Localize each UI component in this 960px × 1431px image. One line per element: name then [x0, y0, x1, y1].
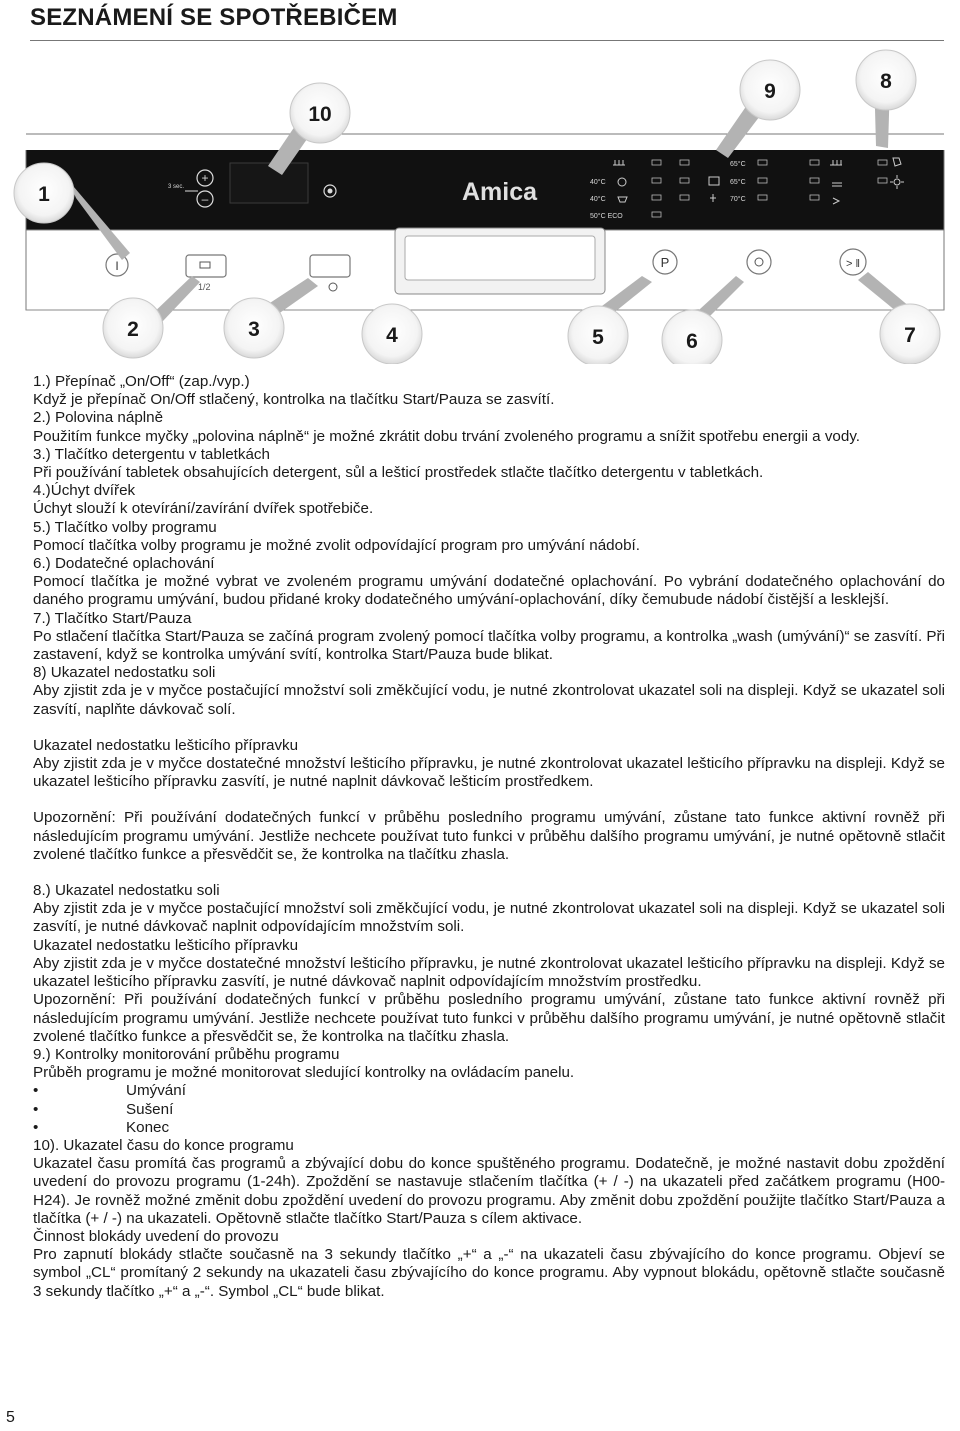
- svg-text:1: 1: [38, 183, 50, 206]
- page-title: SEZNÁMENÍ SE SPOTŘEBIČEM: [30, 4, 398, 31]
- description-text: [33, 373, 945, 1301]
- program-button[interactable]: [653, 250, 677, 274]
- time-hold-label: 3 sec.: [168, 184, 185, 190]
- item-10-heading: 10). Ukazatel času do konce programu: [33, 1136, 294, 1154]
- callout-7: [880, 304, 940, 364]
- item-8-heading: 8) Ukazatel nedostatku soli: [33, 664, 216, 682]
- rinse-aid-heading: Ukazatel nedostatku lešticího přípravku: [33, 736, 299, 754]
- callout-4: [362, 304, 422, 364]
- callout-1: [14, 163, 74, 223]
- temp-65-b: 65°C: [730, 179, 746, 186]
- half-load-button[interactable]: [186, 255, 226, 277]
- time-display: [230, 163, 308, 203]
- callout-8: [856, 50, 916, 110]
- callout-6: [662, 310, 722, 364]
- svg-text:10: 10: [308, 103, 332, 126]
- svg-text:7: 7: [904, 324, 916, 347]
- temp-70: 70°C: [730, 196, 746, 203]
- item-6-text: Pomocí tlačítka je možné vybrat ve zvoleném programu umývání dodatečné oplachování. Po vybrání dodatečného oplachování do daného programu umývání, budou přidané kroky dodatečného umývání-oplachování, díky čemubude nádobí čistější a lesklejší.: [33, 573, 945, 609]
- rinse-aid-b-heading: Ukazatel nedostatku lešticího přípravku: [33, 936, 299, 954]
- warning-b-text: Upozornění: Při používání dodatečných funkcí v průběhu posledního programu umývání, zůstane tato funkce aktivní rovněž při následujícím programu umývání. Jestliže nechcete používat tuto funkci v průběhu dalšího programu umývání, je nutné opětovně stlačit zvolené tlačítko funkce a přesvědčit se, že kontrolka na tlačítku zhasla.: [33, 991, 945, 1045]
- page-number: 5: [6, 1409, 15, 1426]
- temp-50-eco: 50°C ECO: [590, 213, 623, 220]
- item-5-heading: 5.) Tlačítko volby programu: [33, 518, 217, 536]
- brand-logo: Amica: [462, 178, 538, 206]
- svg-text:> ǁ: > ǁ: [845, 258, 861, 270]
- temp-65-a: 65°C: [730, 161, 746, 168]
- bullet-item: • Sušení: [33, 1100, 174, 1118]
- item-2-heading: 2.) Polovina náplně: [33, 409, 164, 427]
- item-6-heading: 6.) Dodatečné oplachování: [33, 555, 215, 573]
- bullet-item: • Konec: [33, 1118, 170, 1136]
- svg-text:+: +: [201, 171, 209, 185]
- temp-40-b: 40°C: [590, 196, 606, 203]
- callout-10: [290, 83, 350, 143]
- svg-text:I: I: [115, 259, 119, 273]
- door-handle[interactable]: [395, 228, 605, 294]
- start-pause-button[interactable]: [840, 249, 866, 275]
- item-4-heading: 4.)Úchyt dvířek: [33, 482, 136, 500]
- title-rule: [30, 40, 944, 41]
- svg-text:8: 8: [880, 70, 892, 93]
- item-3-text: Při používání tabletek obsahujících detergent, sůl a lešticí prostředek stlačte tlačítko detergentu v tabletkách.: [33, 464, 764, 482]
- callout-9: [740, 60, 800, 120]
- warning-text: Upozornění: Při používání dodatečných funkcí v průběhu posledního programu umývání, zůstane tato funkce aktivní rovněž při následujícím programu umývání. Jestliže nechcete používat tuto funkci v průběhu dalšího programu umývání, je nutné opětovně stlačit zvolené tlačítko funkce a přesvědčit se, že kontrolka na tlačítku zhasla.: [33, 809, 945, 863]
- bullet-item: • Umývání: [33, 1082, 186, 1100]
- item-7-text: Po stlačení tlačítka Start/Pauza se začíná program zvolený pomocí tlačítka volby programu, a kontrolka „wash (umývání)“ se zasvítí. Při zastavení, když se kontrolka umývání svítí, kontrolka Start/Pauza bude blikat.: [33, 627, 945, 664]
- svg-text:5: 5: [592, 326, 604, 349]
- item-7-heading: 7.) Tlačítko Start/Pauza: [33, 609, 192, 627]
- callout-3: [224, 298, 284, 358]
- item-3-heading: 3.) Tlačítko detergentu v tabletkách: [33, 445, 270, 463]
- rinse-aid-text: Aby zjistit zda je v myčce dostatečné množství lešticího přípravku, je nutné zkontrolovat ukazatel lešticího přípravku na displeji. Když se ukazatel lešticího přípravku zasvítí, je nutné naplnit dávkovač lešticím prostředkem.: [33, 755, 945, 791]
- item-8b-heading: 8.) Ukazatel nedostatku soli: [33, 882, 220, 900]
- rinse-aid-b-text: Aby zjistit zda je v myčce dostatečné množství lešticího přípravku, je nutné zkontrolovat ukazatel lešticího přípravku na displeji. Když se ukazatel lešticího přípravku zasvítí, je nutné dávkovač naplnit odpovídajícím množstvím prostředku.: [33, 954, 945, 991]
- svg-text:2: 2: [127, 318, 139, 341]
- item-4-text: Úchyt slouží k otevírání/zavírání dvířek spotřebiče.: [33, 500, 374, 518]
- callout-2: [103, 298, 163, 358]
- svg-text:P: P: [660, 255, 670, 270]
- svg-text:6: 6: [686, 330, 698, 353]
- item-1-heading: 1.) Přepínač „On/Off“ (zap./vyp.): [33, 373, 250, 390]
- svg-text:–: –: [201, 192, 209, 206]
- item-2-text: Použitím funkce myčky „polovina náplně“ je možné zkrátit dobu trvání zvoleného programu a snížit spotřebu energii a vody.: [33, 427, 861, 445]
- child-lock-heading: Činnost blokády uvedení do provozu: [33, 1227, 279, 1245]
- item-10-text: Ukazatel času promítá čas programů a zbývající dobu do konce spuštěného programu. Dodatečně, je možné nastavit dobu zpoždění uvedení do provozu programu (1-24h). Zpoždění se nastavuje stlačením tlačítka (+ / -) na ukazateli před začátkem programu (H00-H24). Je rovněž možné změnit dobu zpoždění uvedení do provozu programu. Aby změnit dobu zpoždění použijte tlačítko Start/Pauza a tlačítka (+ / -) na ukazateli. Opětovně stlačte tlačítko Start/Pauza s cílem aktivace.: [33, 1155, 945, 1227]
- svg-text:9: 9: [764, 80, 776, 103]
- item-9-text: Průběh programu je možné monitorovat sledující kontrolky na ovládacím panelu.: [33, 1064, 575, 1082]
- item-9-heading: 9.) Kontrolky monitorování průběhu programu: [33, 1045, 340, 1063]
- extra-rinse-button[interactable]: [747, 250, 771, 274]
- item-8-text: Aby zjistit zda je v myčce postačující množství soli změkčující vodu, je nutné zkontrolovat ukazatel soli na displeji. Když se ukazatel soli zasvítí, naplňte dávkovač solí.: [33, 682, 945, 718]
- child-lock-text: Pro zapnutí blokády stlačte současně na 3 sekundy tlačítko „+“ a „-“ na ukazateli času zbývajícího do konce programu. Objeví se symbol „CL“ promítaný 2 sekundy na ukazateli času zbývajícího do konce programu. Aby vypnout blokádu, opětovně stlačte současně 3 sekundy tlačítko „+“ a „-“. Symbol „CL“ bude blikat.: [33, 1246, 945, 1300]
- svg-text:3: 3: [248, 318, 260, 341]
- item-5-text: Pomocí tlačítka volby programu je možné zvolit odpovídající program pro umývání nádobí.: [33, 536, 640, 554]
- temp-40-a: 40°C: [590, 179, 606, 186]
- control-panel-diagram: [0, 44, 960, 364]
- item-8b-text: Aby zjistit zda je v myčce postačující množství soli změkčující vodu, je nutné zkontrolovat ukazatel soli na displeji. Když se ukazatel soli zasvítí, je nutné dávkovač naplnit odpovídajícím množstvím soli.: [33, 900, 945, 936]
- item-1-text: Když je přepínač On/Off stlačený, kontrolka na tlačítku Start/Pauza se zasvítí.: [33, 391, 555, 409]
- callout-5: [568, 306, 628, 364]
- half-load-label: 1/2: [198, 282, 211, 292]
- svg-text:4: 4: [386, 324, 398, 347]
